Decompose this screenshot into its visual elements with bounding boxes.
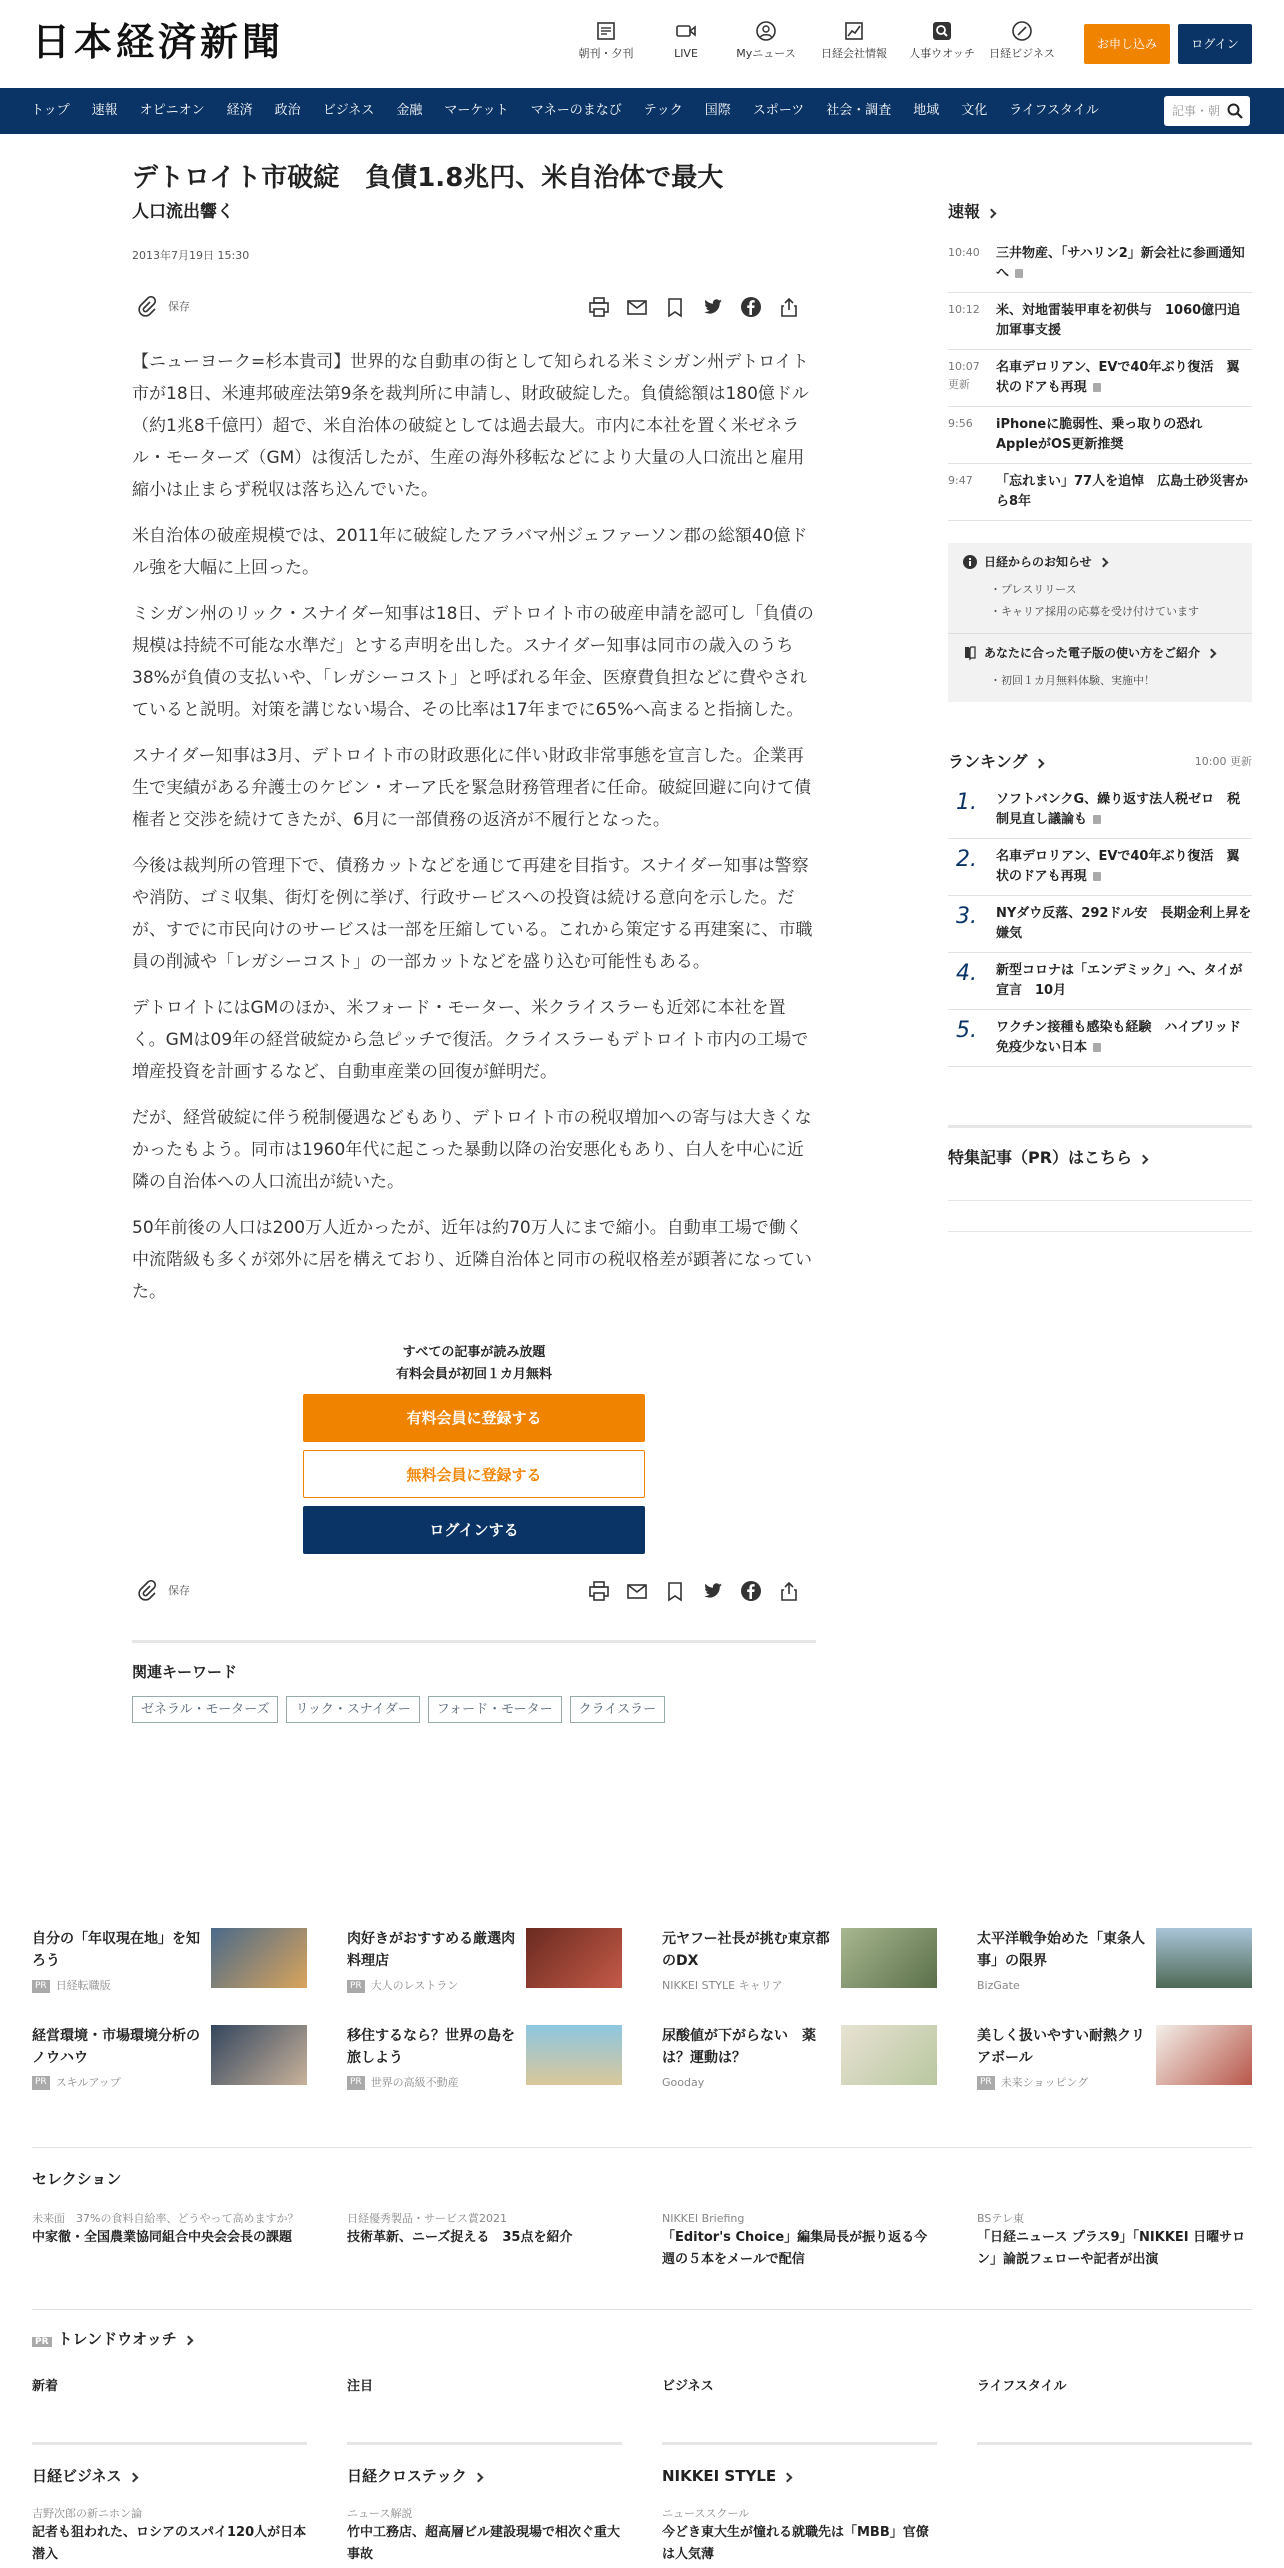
paywall-login-button[interactable]: ログインする: [303, 1506, 645, 1554]
ranking-item[interactable]: [948, 896, 1252, 953]
breaking-header[interactable]: [948, 200, 1252, 224]
ranking-text: ワクチン接種も感染も経験 ハイブリッド免疫少ない日本: [996, 1020, 1241, 1055]
search-icon[interactable]: [1226, 102, 1244, 120]
nav-item-culture[interactable]: 文化: [961, 103, 988, 119]
site-header: [0, 0, 1284, 88]
header-icon-label: 人事ウオッチ: [909, 47, 975, 60]
promo-card-title: 肉好きがおすすめる厳選肉料理店: [347, 1931, 516, 1969]
promo-card-title: 美しく扱いやすい耐熱クリアボール: [977, 2027, 1145, 2066]
nav-item-region[interactable]: 地域: [913, 103, 940, 119]
article-paragraph: だが、経営破綻に伴う税制優遇などもあり、デトロイト市の税収増加への寄与は大きくなかったもよう。同市は1960年代に起こった暴動以降の治安悪化もあり、白人を中心に近隣の自治体への人口流出が続いた。: [132, 1108, 812, 1192]
save-label[interactable]: 保存: [168, 299, 190, 313]
notice-item-text: プレスリリース: [1001, 583, 1077, 596]
promo-card-source: 日経転職版: [55, 1979, 111, 1992]
nav-item-politics[interactable]: 政治: [274, 103, 301, 119]
nav-nikkei-business[interactable]: [982, 20, 1062, 63]
selection-item[interactable]: [347, 2211, 622, 2272]
mail-icon[interactable]: [626, 1580, 648, 1602]
pr-header[interactable]: [948, 1146, 1252, 1170]
divider: [948, 1231, 1252, 1232]
nav-item-market[interactable]: マーケット: [444, 103, 509, 119]
paywall-line-1: すべての記事が読み放題: [402, 1345, 546, 1360]
promo-card-title: 自分の「年収現在地」を知ろう: [32, 1931, 200, 1969]
promo-card-image[interactable]: [1156, 2025, 1252, 2085]
promo-card-image[interactable]: [211, 1928, 307, 1988]
breaking-list: [948, 236, 1252, 521]
selection-headline: 「日経ニュース プラス9」「NIKKEI 日曜サロン」論説フェローや記者が出演: [977, 2230, 1246, 2267]
chart-icon: [843, 20, 865, 42]
nav-item-economy[interactable]: 経済: [226, 103, 253, 119]
subscribe-button[interactable]: お申し込み: [1084, 24, 1170, 64]
related-keywords-title: 関連キーワード: [132, 1663, 238, 1681]
share-bar-bottom: [132, 1576, 816, 1606]
promo-card-image[interactable]: [1156, 1928, 1252, 1988]
partner-site-title: 日経ビジネス: [32, 2467, 122, 2485]
ranking-number: 4.: [956, 961, 977, 986]
ranking: [948, 750, 1252, 1067]
ranking-item[interactable]: [948, 839, 1252, 896]
notice-title[interactable]: [962, 553, 1238, 571]
article-title: デトロイト市破綻 負債1.8兆円、米自治体で最大: [132, 163, 724, 193]
divider: [948, 1200, 1252, 1201]
article-paragraph: デトロイトにはGMのほか、米フォード・モーター、米クライスラーも近郊に本社を置く。GMは09年の経営破綻から急ピッチで復活。クライスラーもデトロイト市内の工場で増産投資を計画するなど、自動車産業の回復が鮮明だ。: [132, 998, 809, 1082]
breaking-time: 10:40: [948, 246, 980, 259]
promo-card-source: BizGate: [977, 1979, 1020, 1992]
trend-header[interactable]: [32, 2328, 1252, 2351]
breaking-item[interactable]: [948, 464, 1252, 521]
keyword-tag[interactable]: ゼネラル・モーターズ: [132, 1696, 278, 1724]
notice-title-text: 日経からのお知らせ: [984, 555, 1092, 569]
nav-item-lifestyle[interactable]: ライフスタイル: [1009, 103, 1099, 119]
breaking-text: 米、対地雷装甲車を初供与 1060億円追加軍事支援: [996, 303, 1241, 338]
related-keywords: [132, 1640, 816, 1723]
ranking-updated: 10:00 更新: [1194, 754, 1252, 768]
compass-icon: [1011, 20, 1033, 42]
ranking-number: 1.: [956, 790, 977, 815]
breaking-time: 10:12: [948, 303, 980, 316]
selection-meta: 日経優秀製品・サービス賞2021: [347, 2211, 507, 2225]
search-placeholder: 記事・朝: [1172, 104, 1221, 118]
breaking-item[interactable]: [948, 293, 1252, 350]
promo-card-title: 移住するなら？世界の島を旅しよう: [347, 2027, 515, 2066]
chevron-right-icon: [1139, 1155, 1149, 1165]
promo-card-image[interactable]: [841, 1928, 937, 1988]
promo-card[interactable]: [662, 1928, 937, 1995]
selection-item[interactable]: [32, 2211, 307, 2272]
header-icon-label: 日経ビジネス: [989, 47, 1055, 60]
promo-card-source: スキルアップ: [55, 2075, 121, 2089]
trend-tab-featured[interactable]: 注目: [347, 2377, 622, 2446]
breaking-text: 名車デロリアン、EVで40年ぶり復活 翼状のドアも再現: [996, 360, 1240, 395]
promo-card[interactable]: [32, 1928, 307, 1995]
partner-site[interactable]: [32, 2465, 307, 2566]
partner-site-title: NIKKEI STYLE: [662, 2467, 777, 2485]
chevron-right-icon: [473, 2473, 483, 2483]
bottom-section: [32, 1928, 1252, 2566]
breaking-item[interactable]: [948, 236, 1252, 293]
nav-item-tech[interactable]: テック: [643, 103, 683, 119]
search-input[interactable]: [1164, 96, 1250, 126]
nav-item-top[interactable]: トップ: [31, 103, 70, 119]
selection-item[interactable]: [662, 2211, 937, 2272]
partner-site-meta: 吉野次郎の新ニホン論: [32, 2506, 142, 2520]
keyword-tag[interactable]: フォード・モーター: [428, 1696, 562, 1724]
ranking-item[interactable]: [948, 1010, 1252, 1067]
trend-title: トレンドウオッチ: [57, 2330, 177, 2348]
keyword-tag[interactable]: クライスラー: [570, 1696, 665, 1724]
partner-site-headline: 竹中工務店、超高層ビル建設現場で相次ぐ重大事故: [347, 2525, 621, 2562]
nav-my-news[interactable]: [726, 20, 806, 63]
nav-item-society[interactable]: 社会・調査: [826, 103, 892, 119]
selection-meta: 未来面 37%の食料自給率、どうやって高めますか？: [32, 2211, 299, 2225]
lock-icon: [1015, 269, 1023, 278]
share-icon[interactable]: [778, 1580, 800, 1602]
nav-item-business[interactable]: ビジネス: [322, 103, 375, 119]
bookmark-icon[interactable]: [664, 296, 686, 318]
save-label[interactable]: 保存: [168, 1583, 190, 1597]
video-icon: [675, 20, 697, 42]
trend-tab-new[interactable]: 新着: [32, 2377, 307, 2446]
promo-card-title: 元ヤフー社長が挑む東京都のDX: [662, 1931, 830, 1969]
promo-card[interactable]: [347, 2025, 622, 2092]
ranking-text: 新型コロナは「エンデミック」へ、タイが宣言 10月: [996, 963, 1243, 998]
lock-icon: [1093, 872, 1101, 881]
header-icon-label: Myニュース: [736, 47, 796, 60]
print-icon[interactable]: [588, 296, 610, 318]
promo-card-title: 尿酸値が下がらない 薬は？運動は？: [662, 2027, 816, 2066]
facebook-icon[interactable]: [740, 1580, 762, 1602]
lock-icon: [1093, 815, 1101, 824]
ranking-item[interactable]: [948, 782, 1252, 839]
ranking-number: 3.: [956, 904, 977, 929]
breaking-text: iPhoneに脆弱性、乗っ取りの恐れ AppleがOS更新推奨: [996, 417, 1216, 452]
promo-card-image[interactable]: [526, 1928, 622, 1988]
nav-item-sports[interactable]: スポーツ: [752, 103, 805, 119]
article-paragraph: 【ニューヨーク=杉本貴司】世界的な自動車の街として知られる米ミシガン州デトロイト市が18日、米連邦破産法第9条を裁判所に申請し、財政破綻した。負債総額は180億ドル（約1兆8千億円）超で、米自治体の破綻としては過去最大。市内に本社を置く米ゼネラル・モーターズ（GM）は復活したが、生産の海外移転などにより大量の人口流出と雇用縮小は止まらず税収は落ち込んでいた。: [132, 352, 809, 500]
promo-card-title: 経営環境・市場環境分析のノウハウ: [32, 2027, 200, 2066]
breaking-time: 10:07: [948, 360, 980, 373]
chevron-right-icon: [1207, 648, 1217, 658]
article-paragraph: 米自治体の破産規模では、2011年に破綻したアラバマ州ジェファーソン郡の総額40億ドル強を大幅に上回った。: [132, 526, 808, 578]
article-body: [132, 346, 816, 1308]
print-icon[interactable]: [588, 1580, 610, 1602]
article-date: 2013年7月19日 15:30: [132, 248, 250, 262]
pr-title: 特集記事（PR）はこちら: [948, 1148, 1133, 1167]
trend-tab-business[interactable]: ビジネス: [662, 2377, 937, 2446]
trend-watch: [32, 2309, 1252, 2445]
login-button[interactable]: ログイン: [1178, 24, 1252, 64]
promo-card-image[interactable]: [211, 2025, 307, 2085]
partner-site-meta: ニュース解説: [347, 2506, 413, 2520]
trend-tab-lifestyle[interactable]: ライフスタイル: [977, 2377, 1252, 2446]
nav-personnel-watch[interactable]: [902, 20, 982, 63]
site-logo[interactable]: 日本経済新聞: [32, 19, 285, 64]
paid-register-button[interactable]: 有料会員に登録する: [303, 1394, 645, 1442]
promo-card-source: 世界の高級不動産: [370, 2075, 459, 2089]
nav-item-finance[interactable]: 金融: [396, 103, 423, 119]
nav-item-money[interactable]: マネーのまなび: [530, 103, 622, 119]
twitter-icon[interactable]: [702, 296, 724, 318]
facebook-icon[interactable]: [740, 296, 762, 318]
pr-badge: PR: [347, 1980, 365, 1994]
breaking-text: 「忘れまい」77人を追悼 広島土砂災害から8年: [996, 474, 1249, 509]
selection-headline: 技術革新、ニーズ捉える 35点を紹介: [347, 2230, 573, 2245]
share-icon[interactable]: [778, 296, 800, 318]
pr-badge: PR: [32, 2337, 52, 2347]
notice-item-text: キャリア採用の応募を受け付けています: [1001, 605, 1199, 618]
promo-card-source: 大人のレストラン: [370, 1979, 459, 1992]
breaking-text: 三井物産、「サハリン2」新会社に参画通知へ: [996, 246, 1245, 281]
bookmark-icon[interactable]: [664, 1580, 686, 1602]
promo-card-image[interactable]: [526, 2025, 622, 2085]
ranking-text: 名車デロリアン、EVで40年ぶり復活 翼状のドアも再現: [996, 849, 1240, 884]
selection-item[interactable]: [977, 2211, 1252, 2272]
ranking-title: ランキング: [948, 752, 1028, 771]
chevron-right-icon: [1098, 557, 1108, 567]
partner-sites: [32, 2465, 1252, 2566]
paywall-line-2: 有料会員が初回１カ月無料: [395, 1367, 552, 1382]
promo-card[interactable]: [977, 1928, 1252, 1995]
chevron-right-icon: [987, 209, 997, 219]
search-person-icon: [931, 20, 953, 42]
promo-cards: [32, 1928, 1252, 2091]
chevron-right-icon: [783, 2473, 793, 2483]
nav-company-info[interactable]: [806, 20, 902, 63]
sidebar: [948, 200, 1252, 1232]
promo-card[interactable]: [977, 2025, 1252, 2092]
promo-card-source: NIKKEI STYLE キャリア: [662, 1979, 783, 1992]
lock-icon: [1093, 383, 1101, 392]
notice-item[interactable]: ・キャリア採用の応募を受け付けています: [990, 605, 1199, 618]
header-icon-label: 日経会社情報: [821, 47, 887, 60]
info-icon: [962, 554, 978, 570]
promo-card-source: 未来ショッピング: [1000, 2075, 1089, 2089]
breaking-time: 9:47: [948, 474, 973, 487]
keyword-tags: [132, 1696, 816, 1724]
ebook-guide-title[interactable]: [962, 644, 1238, 662]
person-icon: [755, 20, 777, 42]
article-subtitle: 人口流出響く: [132, 202, 234, 222]
ranking-text: NYダウ反落、292ドル安 長期金利上昇を嫌気: [996, 906, 1252, 941]
article-paragraph: ミシガン州のリック・スナイダー知事は18日、デトロイト市の破産申請を認可し「負債の規模は持続不可能な水準だ」とする声明を出した。スナイダー知事は同市の歳入のうち38%が負債の支払いや、「レガシーコスト」と呼ばれる年金、医療費負担などに費やされていると説明。対策を講じない場合、その比率は17年までに65%へ高まると指摘した。: [132, 604, 814, 720]
promo-card[interactable]: [347, 1928, 622, 1995]
breaking-updated: 更新: [948, 378, 970, 391]
chevron-right-icon: [128, 2473, 138, 2483]
promo-card-source: Gooday: [662, 2075, 705, 2089]
selection-section: [32, 2147, 1252, 2271]
partner-site[interactable]: [347, 2465, 622, 2566]
ebook-guide-item-text: 初回１カ月無料体験、実施中！: [1001, 674, 1155, 687]
chevron-right-icon: [183, 2336, 193, 2346]
paperclip-icon[interactable]: [136, 1580, 158, 1602]
partner-site[interactable]: [662, 2465, 937, 2566]
paperclip-icon[interactable]: [136, 296, 158, 318]
nav-live[interactable]: [646, 20, 726, 63]
ranking-number: 5.: [956, 1018, 977, 1043]
main-nav: [0, 88, 1284, 134]
pr-badge: PR: [32, 1980, 50, 1994]
partner-site-headline: 記者も狙われた、ロシアのスパイ120人が日本潜入: [32, 2525, 307, 2562]
breaking-title: 速報: [948, 202, 981, 221]
pr-badge: PR: [977, 2076, 995, 2090]
keyword-tag[interactable]: リック・スナイダー: [286, 1696, 419, 1724]
article-paragraph: 今後は裁判所の管理下で、債務カットなどを通じて再建を目指す。スナイダー知事は警察や消防、ゴミ収集、街灯を例に挙げ、行政サービスへの投資は続ける意向を示した。だが、すでに市民向けのサービスは一部を圧縮している。これから策定する再建案に、市職員の削減や「レガシーコスト」の一部カットなどを盛り込む可能性もある。: [132, 856, 813, 972]
notice-item[interactable]: ・プレスリリース: [990, 583, 1077, 596]
breaking-item[interactable]: [948, 350, 1252, 407]
pr-section: [948, 1125, 1252, 1232]
selection-headline: 中家徹・全国農業協同組合中央会会長の課題: [32, 2230, 293, 2245]
divider: [948, 633, 1252, 634]
ranking-text: ソフトバンクG、繰り返す法人税ゼロ 税制見直し議論も: [996, 792, 1241, 827]
promo-card-image[interactable]: [841, 2025, 937, 2085]
header-icon-label: 朝刊・夕刊: [578, 47, 634, 60]
nav-morning-evening[interactable]: [566, 20, 646, 63]
ranking-item[interactable]: [948, 953, 1252, 1010]
selection-title: セレクション: [32, 2170, 122, 2188]
ebook-guide-title-text: あなたに合った電子版の使い方をご紹介: [984, 646, 1201, 660]
notice-box: [948, 543, 1252, 702]
article: [132, 160, 816, 1723]
newspaper-icon: [595, 20, 617, 42]
selection-meta: NIKKEI Briefing: [662, 2211, 745, 2225]
pr-badge: PR: [32, 2076, 50, 2090]
pr-badge: PR: [347, 2076, 365, 2090]
selection-headline: 「Editor's Choice」編集局長が振り返る今週の５本をメールで配信: [662, 2230, 928, 2267]
share-bar-top: [132, 292, 816, 322]
nav-item-international[interactable]: 国際: [704, 103, 731, 119]
lock-icon: [1093, 1043, 1101, 1052]
promo-card[interactable]: [32, 2025, 307, 2092]
breaking-time: 9:56: [948, 417, 973, 430]
twitter-icon[interactable]: [702, 1580, 724, 1602]
nav-item-opinion[interactable]: オピニオン: [139, 103, 205, 119]
book-icon: [962, 645, 978, 661]
breaking-item[interactable]: [948, 407, 1252, 464]
ranking-header[interactable]: [948, 750, 1043, 774]
header-icon-bar: [566, 20, 1062, 63]
partner-site-headline: 今どき東大生が憧れる就職先は「MBB」官僚は人気薄: [662, 2525, 929, 2562]
ebook-guide-item[interactable]: ・初回１カ月無料体験、実施中！: [990, 674, 1155, 687]
ranking-number: 2.: [956, 847, 977, 872]
paywall: [132, 1342, 816, 1554]
promo-card[interactable]: [662, 2025, 937, 2092]
header-icon-label: LIVE: [674, 47, 698, 60]
mail-icon[interactable]: [626, 296, 648, 318]
promo-card-title: 太平洋戦争始めた「東条人事」の限界: [977, 1931, 1145, 1969]
article-paragraph: スナイダー知事は3月、デトロイト市の財政悪化に伴い財政非常事態を宣言した。企業再生で実績がある弁護士のケビン・オーア氏を緊急財務管理者に任命。破綻回避に向けて債権者と交渉を続けてきたが、6月に一部債務の返済が不履行となった。: [132, 746, 812, 830]
article-paragraph: 50年前後の人口は200万人近かったが、近年は約70万人にまで縮小。自動車工場で働く中流階級も多くが郊外に居を構えており、近隣自治体と同市の税収格差が顕著になっていた。: [132, 1218, 812, 1302]
selection-meta: BSテレ東: [977, 2211, 1025, 2225]
partner-site-title: 日経クロステック: [347, 2467, 467, 2485]
nav-item-breaking[interactable]: 速報: [91, 103, 118, 119]
free-register-button[interactable]: 無料会員に登録する: [303, 1450, 645, 1498]
chevron-right-icon: [1034, 759, 1044, 769]
partner-site-meta: ニューススクール: [662, 2506, 750, 2520]
